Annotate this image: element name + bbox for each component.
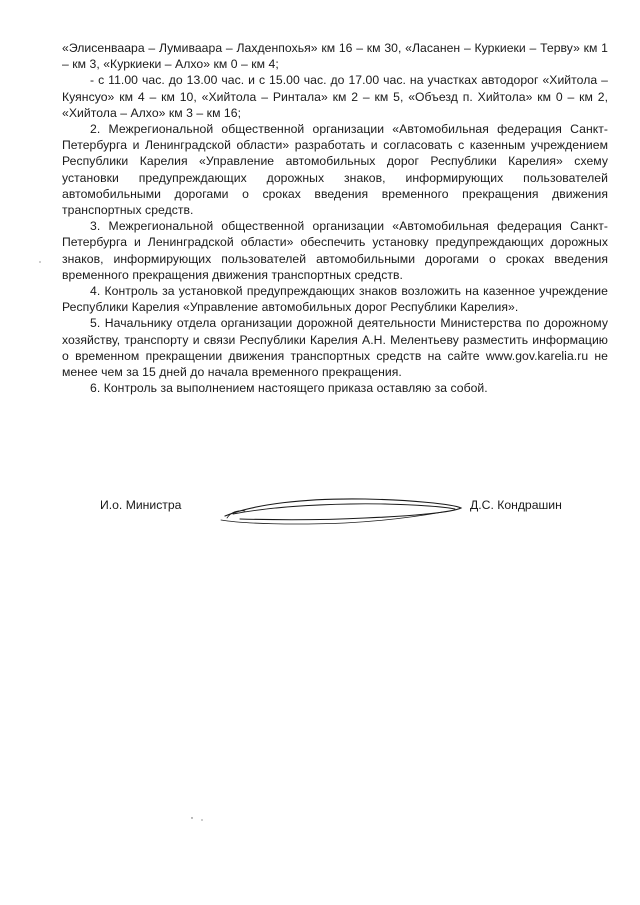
paragraph-routes-continued: «Элисенваара – Лумиваара – Лахденпохья» км 16 – км 30, «Ласанен – Куркиеки – Терву» км 1 – км 3, «Куркиеки – Алхо» км 0 – км 4; <box>62 41 608 72</box>
signature-block <box>0 494 640 534</box>
paragraph-time-interval: - с 11.00 час. до 13.00 час. и с 15.00 час. до 17.00 час. на участках автодорог «Хийтола – Куянсуо» км 4 – км 10, «Хийтола – Ринтала» км 2 – км 5, «Объезд п. Хийтола» км 0 – км 2, «Хийтола – Алхо» км 3 – км 16; <box>62 73 608 120</box>
paragraph-item-6: 6. Контроль за выполнением настоящего приказа оставляю за собой. <box>90 381 488 396</box>
paragraph-item-2: 2. Межрегиональной общественной организации «Автомобильная федерация Санкт-Петербурга и Ленинградской области» разработать и согласовать с казенным учреждением Республики Карелия «Управление автомобильных дорог Республики Карелия» схему установки предупреждающих дорожных знаков, информирующих пользователей автомобильными дорогами о сроках введения временного прекращения движения транспортных средств. <box>62 122 608 218</box>
document-body <box>62 40 608 396</box>
paragraph-item-5: 5. Начальнику отдела организации дорожной деятельности Министерства по дорожному хозяйству, транспорту и связи Республики Карелия А.Н. Мелентьеву разместить информацию о временном прекращении движения транспортных средств на сайте www.gov.karelia.ru не менее чем за 15 дней до начала временного прекращения. <box>62 316 608 380</box>
signatory-name: Д.С. Кондрашин <box>470 498 562 512</box>
paragraph-item-3: 3. Межрегиональной общественной организации «Автомобильная федерация Санкт-Петербурга и Ленинградской области» обеспечить установку предупреждающих дорожных знаков, информирующих пользователей автомобильными дорогами о сроках введения временного прекращения движения транспортных средств. <box>62 219 608 282</box>
paragraph-item-4: 4. Контроль за установкой предупреждающих знаков возложить на казенное учреждение Республики Карелия «Управление автомобильных дорог Республики Карелия». <box>62 284 608 315</box>
signatory-position: И.о. Министра <box>100 498 182 512</box>
handwritten-signature <box>215 494 465 530</box>
